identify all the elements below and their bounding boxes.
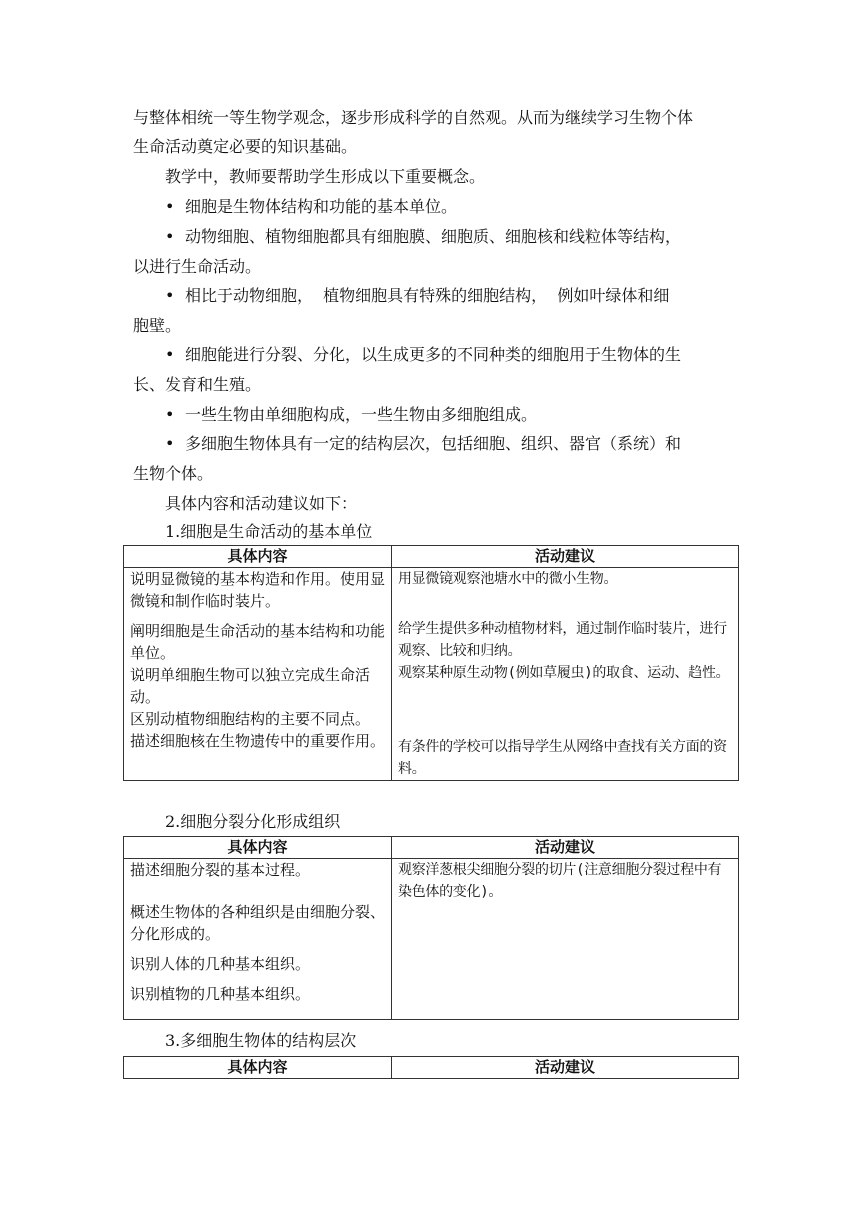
table-caption: 1.细胞是生命活动的基本单位 [165, 522, 373, 541]
bullet-item [165, 434, 765, 454]
bullet-marker: • [165, 227, 175, 246]
bullet-marker: • [165, 434, 175, 453]
table-caption: 2.细胞分裂分化形成组织 [165, 812, 341, 831]
paragraph-line: 与整体相统一等生物学观念，逐步形成科学的自然观。从而为继续学习生物个体 [133, 108, 694, 127]
table-header-row [124, 837, 739, 859]
content-item: 描述细胞分裂的基本过程。 [130, 861, 311, 879]
content-table-3 [123, 1056, 739, 1079]
activity-item: 观察某种原生动物(例如草履虫)的取食、运动、趋性。 [398, 665, 730, 681]
content-item: 识别植物的几种基本组织。 [130, 985, 311, 1003]
bullet-marker: • [165, 405, 175, 424]
content-item: 概述生物体的各种组织是由细胞分裂、分化形成的。 [130, 903, 386, 943]
content-item: 说明单细胞生物可以独立完成生命活动。 [130, 666, 371, 706]
content-table-2 [123, 836, 739, 1020]
activity-item: 观察洋葱根尖细胞分裂的切片(注意细胞分裂过程中有染色体的变化)。 [398, 862, 722, 900]
header-cell: 具体内容 [124, 546, 392, 568]
bullet-continuation: 胞壁。 [133, 316, 182, 335]
bullet-continuation: 以进行生命活动。 [133, 257, 262, 276]
bullet-item [165, 286, 765, 306]
bullet-text: 动物细胞、植物细胞都具有细胞膜、细胞质、细胞核和线粒体等结构， [185, 227, 682, 246]
content-item: 说明显微镜的基本构造和作用。使用显微镜和制作临时装片。 [130, 570, 386, 610]
bullet-continuation: 生物个体。 [133, 464, 214, 483]
activity-cell [392, 859, 739, 1020]
header-cell: 具体内容 [124, 1057, 392, 1079]
paragraph-line: 教学中，教师要帮助学生形成以下重要概念。 [165, 167, 486, 186]
bullet-text: 细胞能进行分裂、分化，以生成更多的不同种类的细胞用于生物体的生 [185, 345, 682, 364]
activity-item: 有条件的学校可以指导学生从网络中查找有关方面的资料。 [398, 739, 727, 777]
content-table-1 [123, 545, 739, 781]
bullet-text: 相比于动物细胞， 植物细胞具有特殊的细胞结构， 例如叶绿体和细 [185, 286, 670, 305]
bullet-item [165, 405, 765, 425]
content-item: 描述细胞核在生物遗传中的重要作用。 [130, 732, 386, 750]
content-item: 识别人体的几种基本组织。 [130, 955, 311, 973]
bullet-text: 多细胞生物体具有一定的结构层次，包括细胞、组织、器官（系统）和 [185, 434, 682, 453]
bullet-text: 一些生物由单细胞构成，一些生物由多细胞组成。 [185, 405, 538, 424]
content-cell [124, 568, 392, 781]
bullet-continuation: 长、发育和生殖。 [133, 375, 262, 394]
content-item: 区别动植物细胞结构的主要不同点。 [130, 710, 371, 728]
bullet-marker: • [165, 197, 175, 216]
activity-cell [392, 568, 739, 781]
header-cell: 活动建议 [392, 1057, 739, 1079]
bullet-item [165, 227, 765, 247]
header-cell: 具体内容 [124, 837, 392, 859]
content-cell [124, 859, 392, 1020]
paragraph-line: 具体内容和活动建议如下： [165, 494, 358, 513]
content-item: 阐明细胞是生命活动的基本结构和功能单位。 [130, 622, 386, 662]
bullet-item [165, 345, 765, 365]
bullet-item [165, 197, 765, 217]
bullet-marker: • [165, 286, 175, 305]
table-caption: 3.多细胞生物体的结构层次 [165, 1031, 357, 1050]
bullet-text: 细胞是生物体结构和功能的基本单位。 [185, 197, 458, 216]
table-row [124, 568, 739, 781]
header-cell: 活动建议 [392, 546, 739, 568]
bullet-marker: • [165, 345, 175, 364]
activity-item: 用显微镜观察池塘水中的微小生物。 [398, 571, 618, 587]
table-row [124, 859, 739, 1020]
header-cell: 活动建议 [392, 837, 739, 859]
table-header-row [124, 1057, 739, 1079]
activity-item: 给学生提供多种动植物材料，通过制作临时装片，进行观察、比较和归纳。 [398, 621, 727, 659]
paragraph-line: 生命活动奠定必要的知识基础。 [133, 137, 358, 156]
table-header-row [124, 546, 739, 568]
